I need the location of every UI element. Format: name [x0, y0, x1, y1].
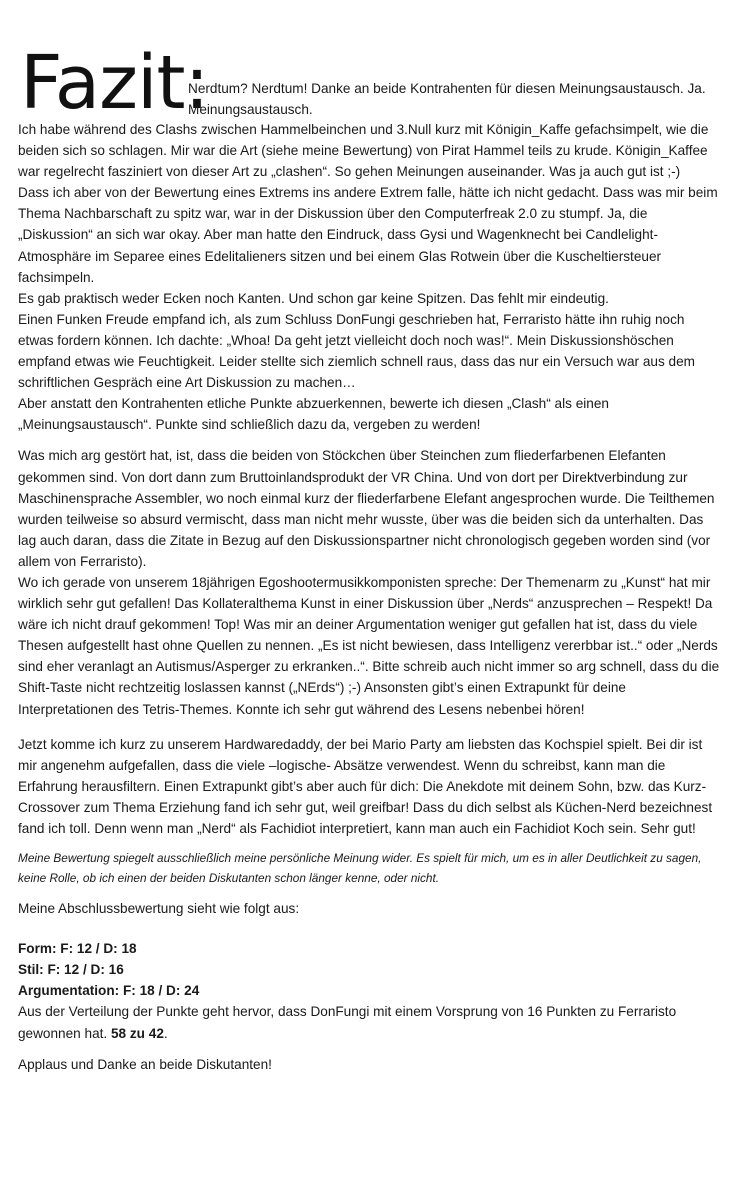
disclaimer-note: Meine Bewertung spiegelt ausschließlich meine persönliche Meinung wider. Es spielt für mich, um es in aller Deutlichkeit zu sagen, keine Rolle, ob ich einen der beiden Diskutanten schon länger kenne, oder nicht.	[18, 851, 702, 885]
result-score: 58 zu 42	[110, 1025, 164, 1041]
score-stil: Stil: F: 12 / D: 16	[18, 962, 124, 978]
paragraph: Ich habe während des Clashs zwischen Hammelbeinchen und 3.Null kurz mit Königin_Kaffe gefachsimpelt, wie die beiden sich so schlagen. Mir war die Art (siehe meine Bewertung) von Pirat Hammel teils zu krude. Königin_Kaffee war regelrecht fasziniert von dieser Art zu „clashen“. So gehen Meinungen auseinander. Was ja auch gut ist ;-)	[18, 122, 709, 180]
lead-sentence: Nerdtum? Nerdtum! Danke an beide Kontrahenten für diesen Meinungsaustausch. Ja. Meinungsaustausch.	[188, 81, 706, 117]
closing-line: Applaus und Danke an beide Diskutanten!	[18, 1056, 272, 1072]
score-form: Form: F: 12 / D: 18	[18, 941, 137, 957]
paragraph: Wo ich gerade von unserem 18jährigen Egoshootermusikkomponisten spreche: Der Themenarm zu „Kunst“ hat mir wirklich sehr gut gefallen! Das Kollateralthema Kunst in einer Diskussion über „Nerds“ anzusprechen – Respekt! Da wäre ich nicht drauf gekommen! Top! Was mir an deiner Argumentation weniger gut gefallen hat ist, dass du viele Thesen aufgestellt hast ohne Quellen zu nennen. „Es ist nicht bewiesen, dass Intelligenz vererbbar ist..“ oder „Nerds sind eher veranlagt an Autismus/Asperger zu erkranken..“. Bitte schreib auch nicht immer so arg schnell, dass du die Shift-Taste nicht rechtzeitig loslassen kannst („NErds“) ;-) Ansonsten gibt’s einen Extrapunkt für deine Interpretationen des Tetris-Themes. Konnte ich sehr gut während des Lesens nebenbei hören!	[18, 574, 720, 717]
document-body	[18, 119, 720, 1075]
paragraph: Jetzt komme ich kurz zu unserem Hardwaredaddy, der bei Mario Party am liebsten das Kochspiel spielt. Bei dir ist mir angenehm aufgefallen, dass die viele –logische- Absätze verwendest. Wenn du schreibst, kann man die Erfahrung herausfiltern. Einen Extrapunkt gibt’s aber auch für dich: Die Anekdote mit deinem Sohn, bzw. das Kurz-Crossover zum Thema Erziehung fand ich sehr gut, weil greifbar! Dass du dich selbst als Küchen-Nerd bezeichnest fand ich toll. Denn wenn man „Nerd“ als Fachidiot interpretiert, kann man auch ein Fachidiot Koch sein. Sehr gut!	[18, 736, 713, 836]
final-intro: Meine Abschlussbewertung sieht wie folgt aus:	[18, 901, 300, 917]
score-argumentation: Argumentation: F: 18 / D: 24	[18, 983, 200, 999]
fazit-heading: Fazit:	[20, 40, 209, 126]
result-text: Aus der Verteilung der Punkte geht hervor, dass DonFungi mit einem Vorsprung von 16 Punkten zu Ferraristo gewonnen hat.	[18, 1004, 677, 1041]
paragraph: Dass ich aber von der Bewertung eines Extrems ins andere Extrem falle, hätte ich nicht gedacht. Dass was mir beim Thema Nachbarschaft zu spitz war, war in der Diskussion über den Computerfreak 2.0 zu stumpf. Ja, die „Diskussion“ an sich war okay. Aber man hatte den Eindruck, dass Gysi und Wagenknecht bei Candlelight-Atmosphäre im Separee eines Edelitalieners sitzen und bei einem Glas Rotwein über die Kuscheltiersteuer fachsimpeln.	[18, 185, 718, 285]
paragraph: Es gab praktisch weder Ecken noch Kanten. Und schon gar keine Spitzen. Das fehlt mir eindeutig.	[18, 290, 609, 306]
paragraph: Was mich arg gestört hat, ist, dass die beiden von Stöckchen über Steinchen zum fliederfarbenen Elefanten gekommen sind. Von dort dann zum Bruttoinlandsprodukt der VR China. Und von dort per Direktverbindung zur Maschinensprache Assembler, wo noch einmal kurz der fliederfarbene Elefant angesprochen wurde. Die Teilthemen wurden teilweise so absurd vermischt, dass man nicht mehr wusste, über was die beiden sich da unterhalten. Das lag auch daran, dass die Zitate in Bezug auf den Diskussionspartner nicht chronologisch gegeben worden sind (vor allem von Ferraristo).	[18, 448, 715, 569]
result-period: .	[163, 1025, 168, 1041]
result-paragraph	[18, 1001, 720, 1043]
paragraph: Einen Funken Freude empfand ich, als zum Schluss DonFungi geschrieben hat, Ferraristo hätte ihn ruhig noch etwas fordern können. Ich dachte: „Whoa! Da geht jetzt vielleicht doch noch was!“. Mein Diskussionshöschen empfand etwas wie Feuchtigkeit. Leider stellte sich ziemlich schnell raus, dass das nur ein Versuch war aus dem schriftlichen Gespräch eine Art Diskussion zu machen…	[18, 311, 695, 391]
paragraph: Aber anstatt den Kontrahenten etliche Punkte abzuerkennen, bewerte ich diesen „Clash“ als einen „Meinungsaustausch“. Punkte sind schließlich dazu da, vergeben zu werden!	[18, 396, 609, 433]
